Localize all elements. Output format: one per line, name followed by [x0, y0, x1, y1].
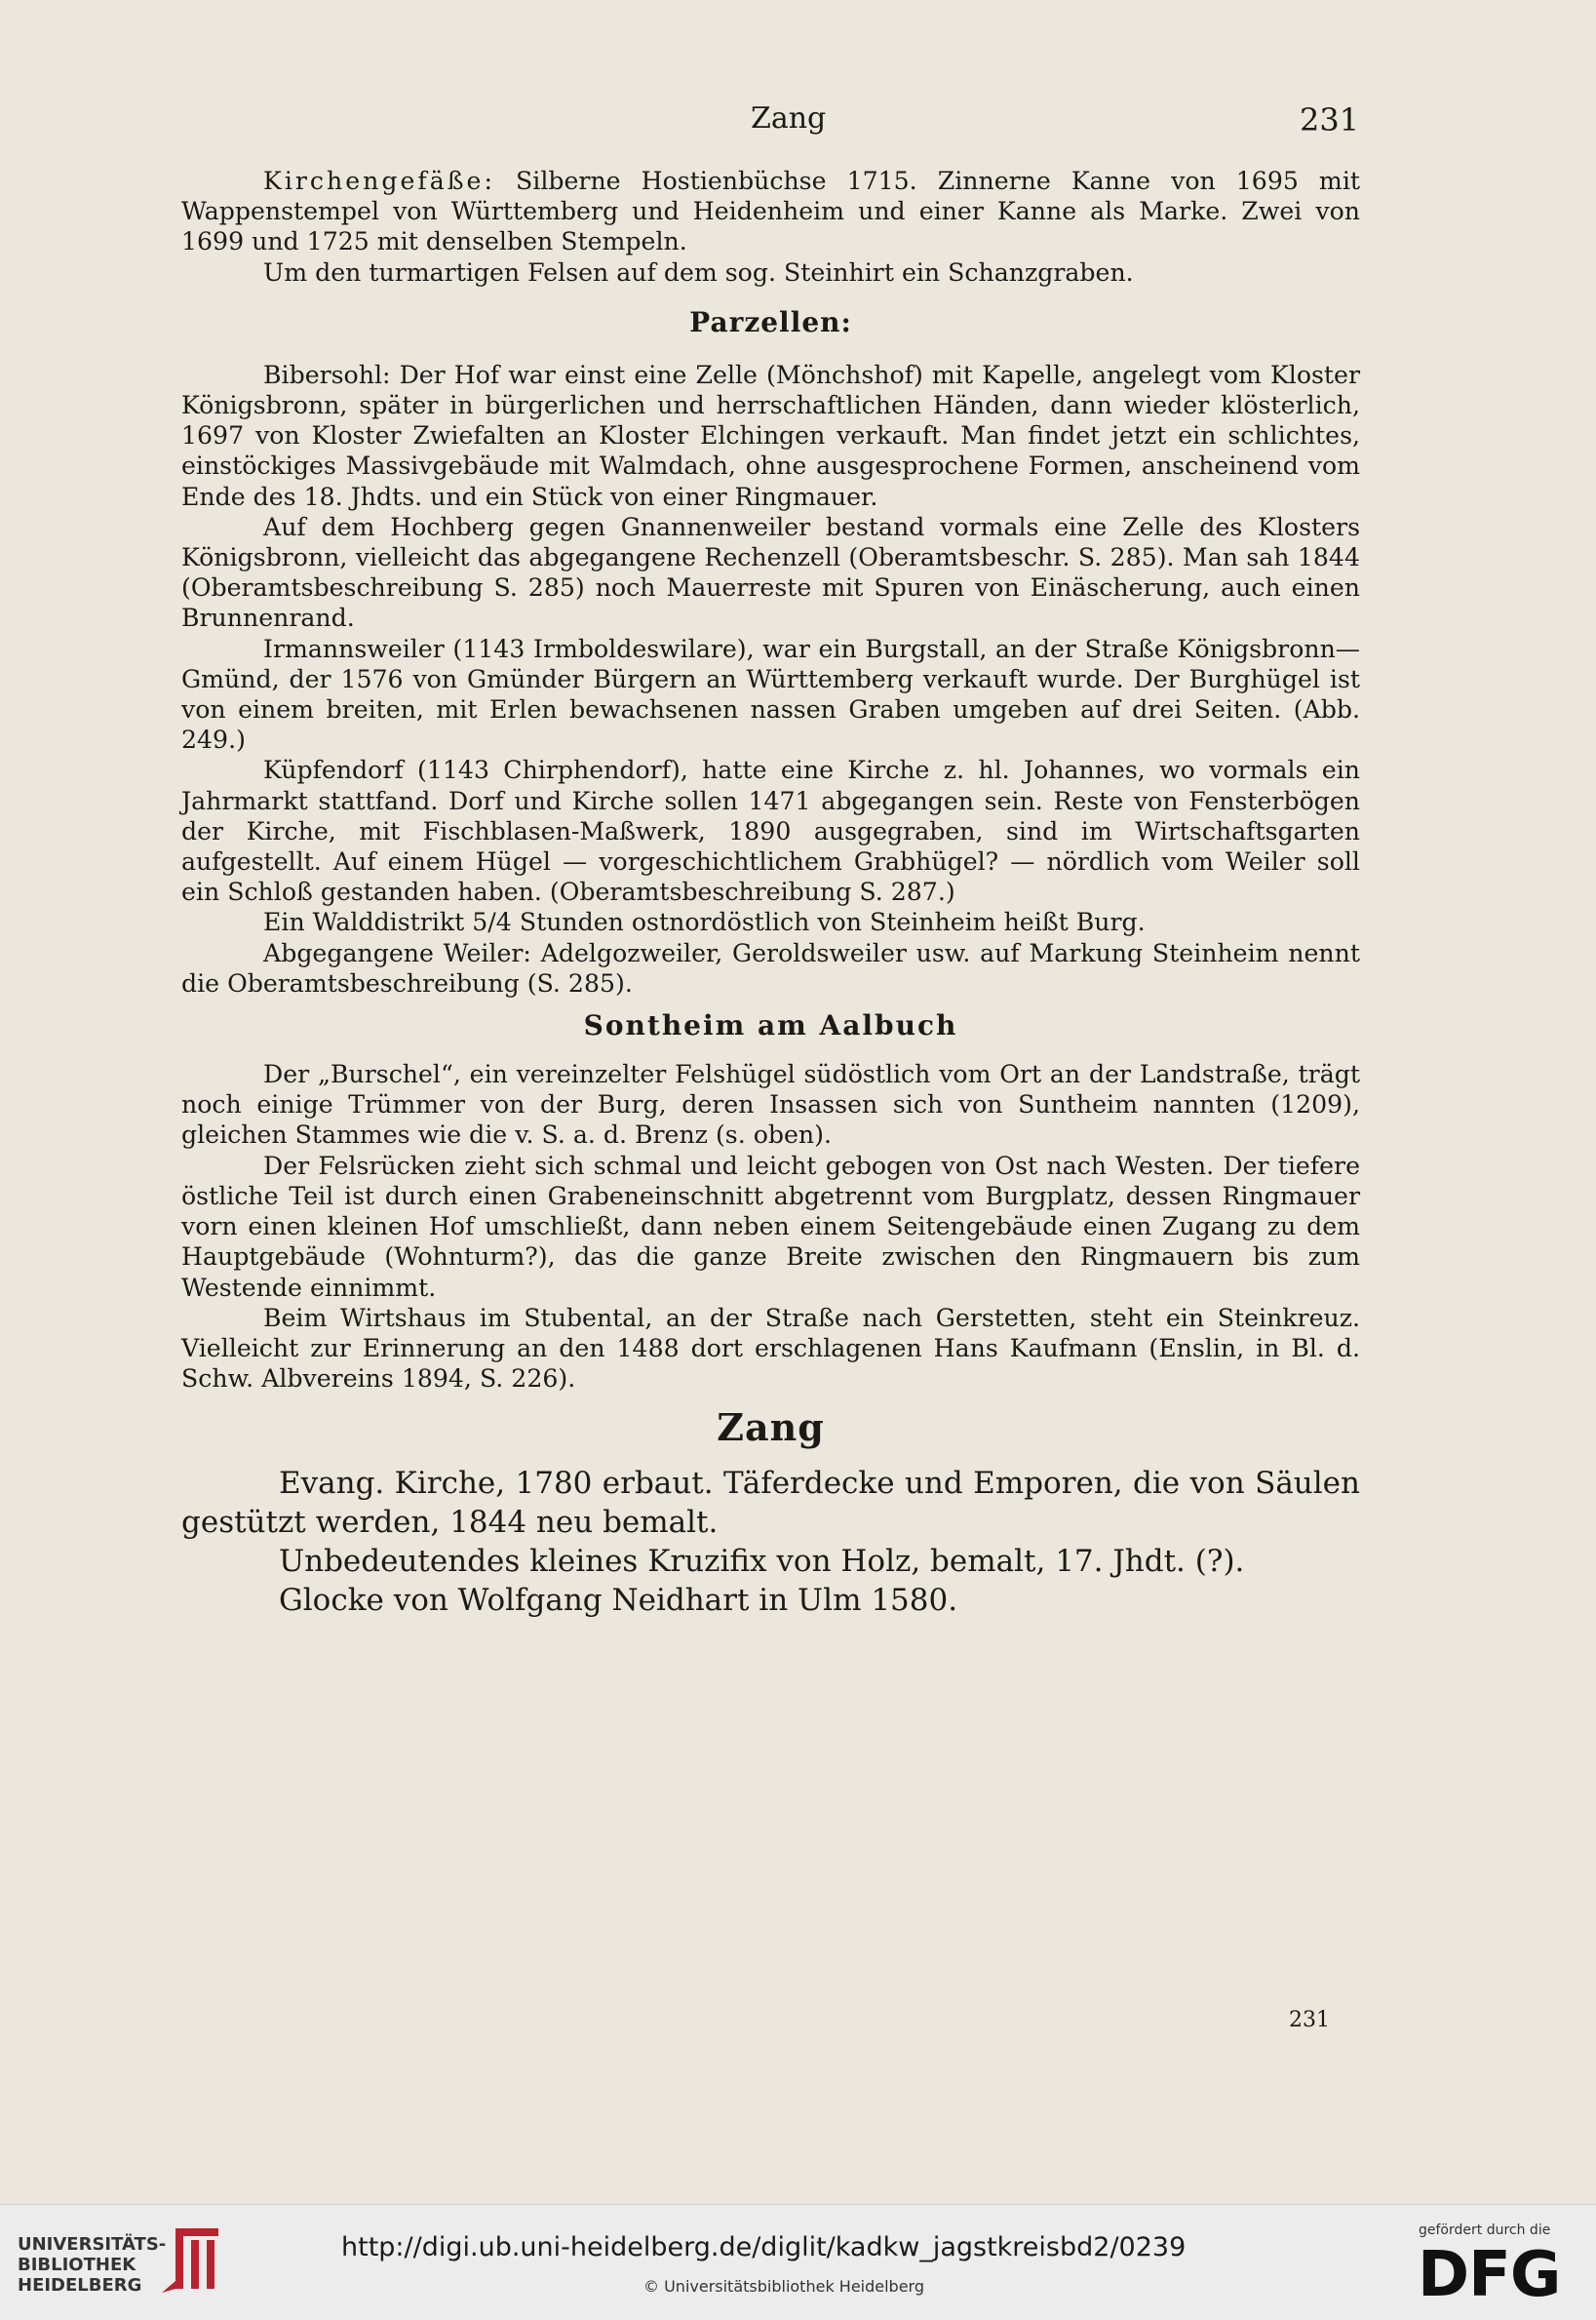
paragraph: Irmannsweiler (1143 Irmboldeswilare), war ein Burgstall, an der Straße Königsbronn—Gmünd, der 1576 von Gmünder Bürgern an Württemberg verkauft wurde. Der Burghügel ist von einem breiten, mit Erlen bewachsenen nassen Graben umgeben auf drei Seiten. (Abb. 249.) [181, 634, 1360, 755]
paragraph: Evang. Kirche, 1780 erbaut. Täferdecke und Emporen, die von Säulen gestützt werden, 1844 neu bemalt. [181, 1466, 1360, 1541]
copyright-notice: © Universitätsbibliothek Heidelberg [643, 2277, 925, 2296]
paragraph: Um den turmartigen Felsen auf dem sog. Steinhirt ein Schanzgraben. [263, 257, 1134, 287]
paragraph: Bibersohl: Der Hof war einst eine Zelle (Mönchshof) mit Kapelle, angelegt vom Kloster Königsbronn, später in bürgerlichen und herrschaftlichen Händen, dann wieder klösterlich, 1697 von Kloster Zwiefalten an Kloster Elchingen verkauft. Man findet jetzt ein schlichtes, einstöckiges Massivgebäude mit Walmdach, ohne ausgesprochene Formen, anscheinend vom Ende des 18. Jhdts. und ein Stück von einer Ringmauer. [181, 360, 1360, 511]
paragraph: Unbedeutendes kleines Kruzifix von Holz, bemalt, 17. Jhdt. (?). [279, 1544, 1245, 1580]
dfg-logo: DFG [1418, 2239, 1561, 2311]
paragraph: Glocke von Wolfgang Neidhart in Ulm 1580. [279, 1583, 958, 1619]
zang-section [181, 1464, 1360, 1620]
bottom-page-number: 231 [1289, 2008, 1330, 2032]
institution-name: UNIVERSITÄTS- BIBLIOTHEK HEIDELBERG [18, 2234, 167, 2296]
section-heading-zang: Zang [717, 1405, 825, 1450]
running-head-title: Zang [751, 101, 827, 136]
paragraph: Auf dem Hochberg gegen Gnannenweiler bestand vormals eine Zelle des Klosters Königsbronn, vielleicht das abgegangene Rechenzell (Oberamtsbeschr. S. 285). Man sah 1844 (Oberamtsbeschreibung S. 285) noch Mauerreste mit Spuren von Einäscherung, auch einen Brunnenrand. [181, 512, 1360, 633]
paragraph: Ein Walddistrikt 5/4 Stunden ostnordöstlich von Steinheim heißt Burg. [263, 908, 1146, 937]
running-head [0, 101, 1596, 150]
page-number: 231 [1300, 101, 1360, 138]
permalink-url[interactable]: http://digi.ub.uni-heidelberg.de/diglit/kadkw_jagstkreisbd2/0239 [341, 2232, 1187, 2262]
paragraph: Der „Burschel“, ein vereinzelter Felshügel südöstlich vom Ort an der Landstraße, trägt noch einige Trümmer von der Burg, deren Insassen sich von Suntheim nannten (1209), gleichen Stammes wie die v. S. a. d. Brenz (s. oben). [181, 1060, 1360, 1150]
section-heading-parzellen: Parzellen: [689, 305, 852, 338]
section-heading-sontheim: Sontheim am Aalbuch [583, 1009, 958, 1042]
paragraph: Beim Wirtshaus im Stubental, an der Straße nach Gerstetten, steht ein Steinkreuz. Vielleicht zur Erinnerung an den 1488 dort erschlagenen Hans Kaufmann (Enslin, in Bl. d. Schw. Albvereins 1894, S. 226). [181, 1303, 1360, 1394]
funding-note: gefördert durch die [1419, 2222, 1551, 2238]
paragraph: Der Felsrücken zieht sich schmal und leicht gebogen von Ost nach Westen. Der tiefere östliche Teil ist durch einen Grabeneinschnitt abgetrennt vom Burgplatz, dessen Ringmauer vorn einen kleinen Hof umschließt, dann neben einem Seitengebäude einen Zugang zu dem Hauptgebäude (Wohnturm?), das die ganze Breite zwischen den Ringmauern bis zum Westende einnimmt. [181, 1151, 1360, 1302]
university-logo-icon [156, 2222, 228, 2300]
page-body [181, 166, 1360, 1620]
digitization-footer [0, 2204, 1596, 2320]
paragraph: Abgegangene Weiler: Adelgozweiler, Geroldsweiler usw. auf Markung Steinheim nennt die Oberamtsbeschreibung (S. 285). [181, 938, 1360, 998]
paragraph: Küpfendorf (1143 Chirphendorf), hatte eine Kirche z. hl. Johannes, wo vormals ein Jahrmarkt stattfand. Dorf und Kirche sollen 1471 abgegangen sein. Reste von Fensterbögen der Kirche, mit Fischblasen-Maßwerk, 1890 ausgegraben, sind im Wirtschaftsgarten aufgestellt. Auf einem Hügel — vorgeschichtlichem Grabhügel? — nördlich vom Weiler soll ein Schloß gestanden haben. (Oberamtsbeschreibung S. 287.) [181, 756, 1360, 907]
paragraph: Kirchengefäße: Silberne Hostienbüchse 1715. Zinnerne Kanne von 1695 mit Wappenstempel von Württemberg und Heidenheim und einer Kanne als Marke. Zwei von 1699 und 1725 mit denselben Stempeln. [181, 167, 1360, 256]
lead-term: Kirchengefäße: [263, 167, 495, 195]
